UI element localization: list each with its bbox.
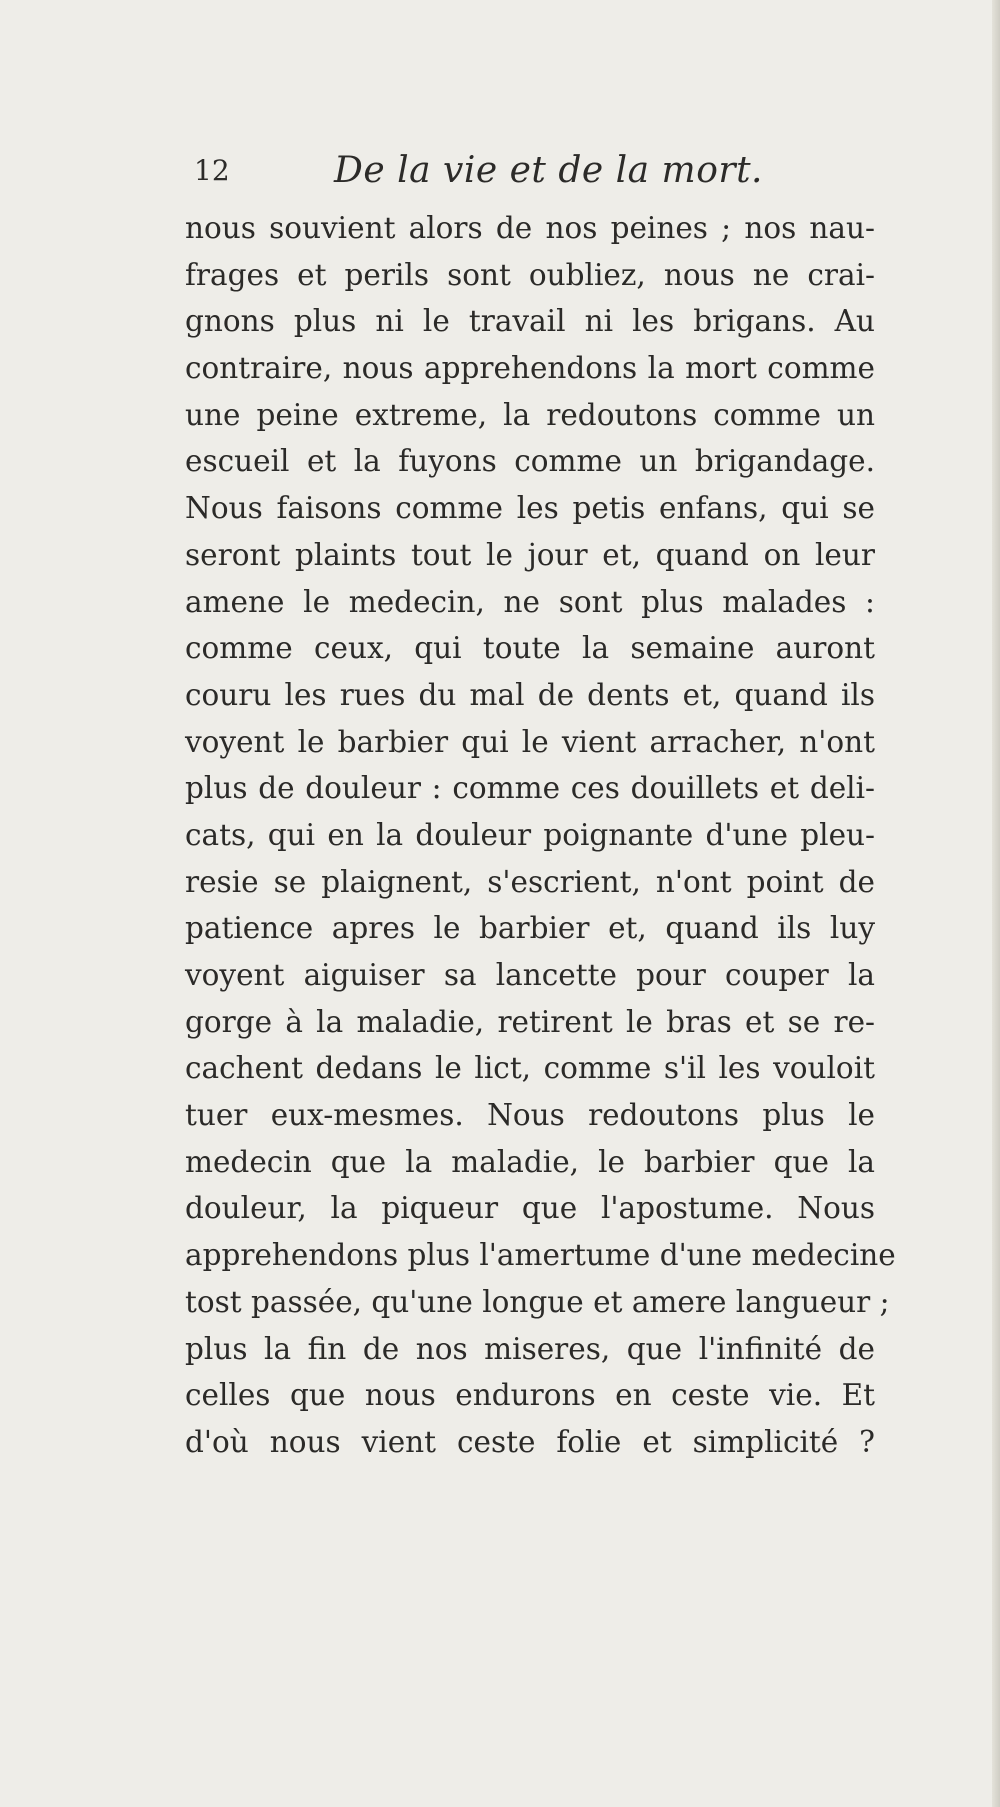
- text-line: contraire, nous apprehendons la mort comme: [185, 351, 875, 386]
- text-line: voyent le barbier qui le vient arracher, n'ont: [185, 724, 875, 759]
- text-line: tuer eux-mesmes. Nous redoutons plus le: [185, 1098, 875, 1133]
- text-line: apprehendons plus l'amertume d'une medecine: [185, 1238, 896, 1273]
- running-title: De la vie et de la mort.: [334, 150, 763, 191]
- text-line: d'où nous vient ceste folie et simplicité ?: [185, 1424, 875, 1459]
- page-header: [184, 150, 884, 190]
- text-line: douleur, la piqueur que l'apostume. Nous: [185, 1191, 875, 1226]
- text-line: resie se plaignent, s'escrient, n'ont point de: [185, 864, 875, 899]
- text-line: medecin que la maladie, le barbier que la: [185, 1144, 875, 1179]
- text-line: plus la fin de nos miseres, que l'infinité de: [185, 1331, 875, 1366]
- text-line: seront plaints tout le jour et, quand on leur: [185, 537, 875, 572]
- text-line: voyent aiguiser sa lancette pour couper la: [185, 958, 875, 992]
- text-line: frages et perils sont oubliez, nous ne crai-: [185, 257, 875, 292]
- text-line: comme ceux, qui toute la semaine auront: [185, 631, 875, 666]
- page-edge: [992, 0, 1000, 1807]
- text-line: escueil et la fuyons comme un brigandage.: [185, 444, 875, 479]
- text-line: cats, qui en la douleur poignante d'une pleu-: [185, 817, 875, 852]
- text-line: amene le medecin, ne sont plus malades :: [185, 584, 875, 619]
- text-line: couru les rues du mal de dents et, quand ils: [185, 677, 875, 712]
- text-line: plus de douleur : comme ces douillets et deli-: [185, 771, 875, 806]
- text-line: gorge à la maladie, retirent le bras et se re-: [185, 1004, 875, 1039]
- page-number: 12: [194, 154, 230, 187]
- body-text: [185, 205, 896, 1466]
- text-line: celles que nous endurons en ceste vie. Et: [185, 1378, 875, 1413]
- text-line: Nous faisons comme les petis enfans, qui se: [185, 491, 875, 526]
- text-line: tost passée, qu'une longue et amere langueur ;: [185, 1284, 890, 1319]
- text-line: cachent dedans le lict, comme s'il les vouloit: [185, 1051, 875, 1086]
- text-line: nous souvient alors de nos peines ; nos nau-: [185, 211, 875, 245]
- text-line: une peine extreme, la redoutons comme un: [185, 397, 875, 432]
- text-line: gnons plus ni le travail ni les brigans. Au: [185, 304, 875, 339]
- text-line: patience apres le barbier et, quand ils luy: [185, 911, 875, 946]
